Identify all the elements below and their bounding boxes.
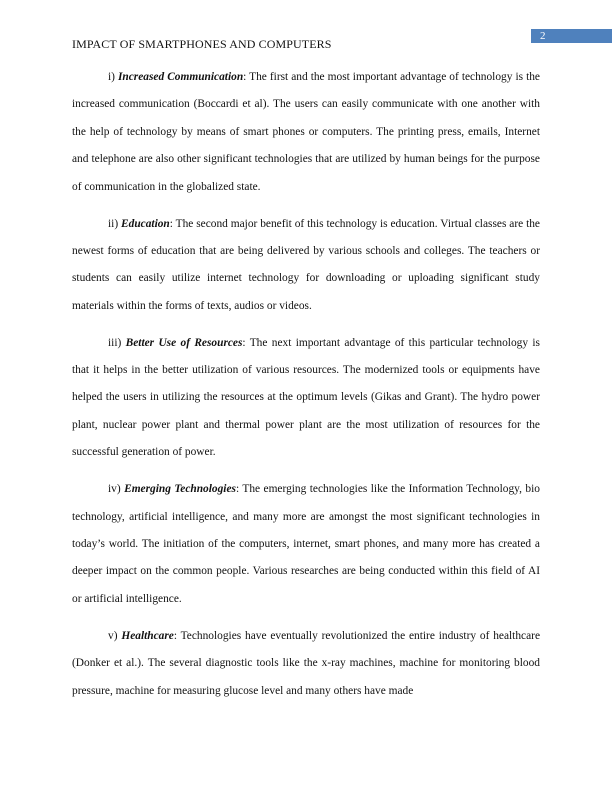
paragraph-prefix: v) — [108, 629, 122, 642]
paragraph-emerging-technologies — [72, 476, 540, 613]
paragraph-text: : Technologies have eventually revolutionized the entire industry of healthcare (Donker et al.). The several diagnostic tools like the x-ray machines, machine for monitoring blood pressure, machine for measuring glucose level and many others have made — [72, 629, 540, 697]
paragraph-prefix: i) — [108, 71, 118, 83]
page-number: 2 — [540, 30, 546, 42]
paragraph-text: : The emerging technologies like the Information Technology, bio technology, artificial intelligence, and many more are amongst the most significant technologies in today’s world. The initiation of the computers, internet, smart phones, and many more has created a deeper impact on the common people. Various researches are being conducted within this field of AI or artificial intelligence. — [72, 483, 540, 605]
page-number-bar — [531, 29, 612, 43]
paragraph-increased-communication — [72, 64, 540, 201]
paragraph-better-use-of-resources — [72, 330, 540, 467]
paragraph-healthcare — [72, 623, 540, 705]
paragraph-prefix: iii) — [108, 336, 126, 349]
paragraph-text: : The next important advantage of this particular technology is that it helps in the better utilization of various resources. The modernized tools or equipments have helped the users in utilizing the resources at the optimum levels (Gikas and Grant). The hydro power plant, nuclear power plant and thermal power plant are the most utilization of resources for the successful generation of power. — [72, 336, 540, 459]
paragraph-text: : The first and the most important advantage of technology is the increased communication (Boccardi et al). The users can easily communicate with one another with the help of technology by means of smart phones or computers. The printing press, emails, Internet and telephone are also other significant technologies that are utilized by human beings for the purpose of communication in the globalized state. — [72, 71, 540, 193]
paragraph-prefix: ii) — [108, 217, 122, 230]
paragraph-text: : The second major benefit of this technology is education. Virtual classes are the newest forms of education that are being delivered by various schools and colleges. The teachers or students can easily utilize internet technology for downloading or uploading significant study materials within the forms of texts, audios or videos. — [72, 217, 540, 312]
body-text — [72, 64, 540, 714]
paragraph-education — [72, 211, 540, 321]
paragraph-term: Increased Communication — [117, 71, 244, 83]
paragraph-term: Emerging Technologies — [124, 483, 236, 496]
paragraph-term: Education — [121, 217, 170, 230]
paragraph-term: Healthcare — [121, 629, 174, 642]
running-head: IMPACT OF SMARTPHONES AND COMPUTERS — [72, 37, 332, 51]
paragraph-prefix: iv) — [108, 483, 125, 496]
paragraph-term: Better Use of Resources — [125, 336, 243, 349]
